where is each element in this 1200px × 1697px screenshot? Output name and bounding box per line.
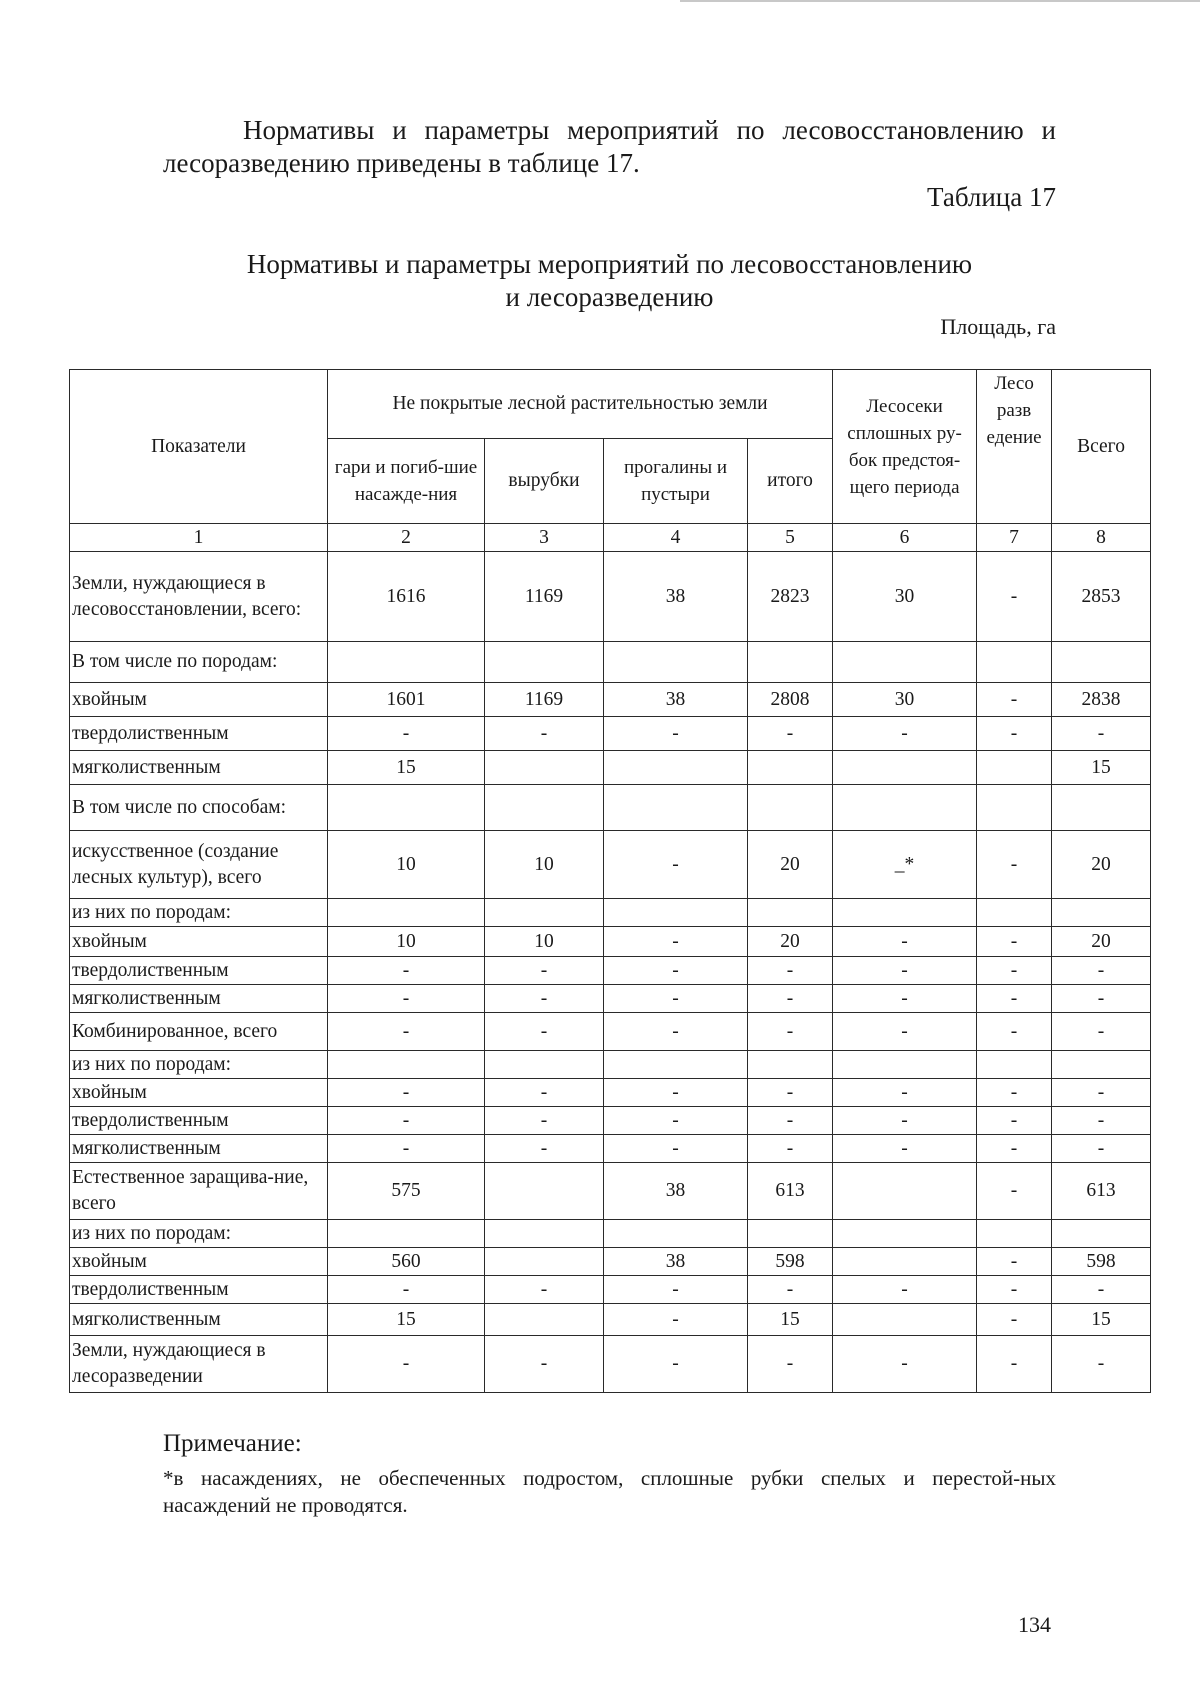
table-cell: 1169	[485, 552, 604, 642]
table-cell: -	[833, 717, 977, 751]
table-cell: 30	[833, 552, 977, 642]
row-label: Земли, нуждающиеся в лесовосстановлении, всего:	[70, 552, 328, 642]
table-cell: -	[328, 985, 485, 1013]
table-cell	[604, 899, 748, 927]
table-cell	[1052, 642, 1151, 683]
row-label: твердолиственным	[70, 1107, 328, 1135]
table-cell	[328, 1220, 485, 1248]
table-cell: -	[328, 1013, 485, 1051]
table-cell: -	[977, 831, 1052, 899]
note-text: *в насаждениях, не обеспеченных подростом, сплошные рубки спелых и перестой-ных насаждений не проводятся.	[163, 1466, 1056, 1517]
table-cell: -	[1052, 1107, 1151, 1135]
row-label: хвойным	[70, 1079, 328, 1107]
table-cell	[748, 1220, 833, 1248]
table-cell: -	[1052, 957, 1151, 985]
table-cell: -	[833, 957, 977, 985]
table-cell: -	[485, 1276, 604, 1304]
table-cell: -	[328, 717, 485, 751]
table-cell: -	[328, 1336, 485, 1393]
table-cell: -	[833, 1336, 977, 1393]
table-cell: -	[977, 552, 1052, 642]
table-cell	[833, 1248, 977, 1276]
table-cell: -	[485, 1013, 604, 1051]
table-cell: -	[485, 957, 604, 985]
table-cell: -	[1052, 717, 1151, 751]
table-cell	[833, 785, 977, 831]
table-cell: -	[604, 1107, 748, 1135]
table-cell: 15	[1052, 1304, 1151, 1336]
table-cell	[748, 751, 833, 785]
row-label: мягколиственным	[70, 1135, 328, 1163]
table-cell	[485, 751, 604, 785]
table-cell: -	[748, 1079, 833, 1107]
table-cell: -	[1052, 1079, 1151, 1107]
table-cell: -	[1052, 1013, 1151, 1051]
table-cell: -	[604, 985, 748, 1013]
table-title	[163, 248, 1056, 314]
column-number: 8	[1052, 524, 1151, 552]
table-cell: -	[485, 1135, 604, 1163]
row-label: В том числе по способам:	[70, 785, 328, 831]
table-cell: 560	[328, 1248, 485, 1276]
table-cell: 613	[748, 1163, 833, 1220]
table-cell: -	[1052, 1276, 1151, 1304]
table-cell: 1601	[328, 683, 485, 717]
table-cell	[1052, 1051, 1151, 1079]
table-cell: 15	[1052, 751, 1151, 785]
table-cell: 20	[748, 831, 833, 899]
table-cell: 2808	[748, 683, 833, 717]
row-label: мягколиственным	[70, 751, 328, 785]
table-row	[70, 552, 1151, 642]
note-title: Примечание:	[163, 1430, 302, 1457]
table-label: Таблица 17	[927, 182, 1056, 212]
table-cell: -	[977, 957, 1052, 985]
table-cell: 20	[1052, 831, 1151, 899]
table-cell: -	[328, 957, 485, 985]
table-cell: -	[328, 1135, 485, 1163]
table-cell	[328, 1051, 485, 1079]
table-cell	[748, 899, 833, 927]
table-cell	[977, 1051, 1052, 1079]
row-label: мягколиственным	[70, 985, 328, 1013]
row-label: Земли, нуждающиеся в лесоразведении	[70, 1336, 328, 1393]
table-cell	[485, 1051, 604, 1079]
table-cell	[328, 899, 485, 927]
column-number: 6	[833, 524, 977, 552]
table-cell	[977, 751, 1052, 785]
table-row	[70, 1079, 1151, 1107]
table-cell	[833, 1163, 977, 1220]
table-cell	[604, 785, 748, 831]
table-cell	[1052, 785, 1151, 831]
table-cell: -	[748, 1013, 833, 1051]
table-cell: -	[604, 1336, 748, 1393]
row-label: Естественное заращива-ние, всего	[70, 1163, 328, 1220]
table-cell: -	[328, 1107, 485, 1135]
units-label: Площадь, га	[940, 314, 1056, 339]
table-cell: 2838	[1052, 683, 1151, 717]
table-row	[70, 717, 1151, 751]
table-cell: -	[977, 1248, 1052, 1276]
header-burnt-areas: гари и погиб-шие насажде-ния	[328, 439, 485, 524]
table-cell	[604, 1051, 748, 1079]
table-cell	[833, 899, 977, 927]
table-cell: -	[977, 1135, 1052, 1163]
table-cell: -	[604, 1276, 748, 1304]
table-cell: 598	[1052, 1248, 1151, 1276]
table-cell: -	[748, 1107, 833, 1135]
table-cell: -	[977, 1107, 1052, 1135]
table-row	[70, 1336, 1151, 1393]
table-row	[70, 1163, 1151, 1220]
table-cell: -	[604, 927, 748, 957]
table-cell: 38	[604, 1163, 748, 1220]
table-cell: -	[604, 957, 748, 985]
table-cell: -	[833, 1276, 977, 1304]
table-cell	[977, 785, 1052, 831]
table-cell: 15	[748, 1304, 833, 1336]
table-cell: 38	[604, 1248, 748, 1276]
header-clearcuts: вырубки	[485, 439, 604, 524]
table-cell: -	[604, 1013, 748, 1051]
table-cell: 598	[748, 1248, 833, 1276]
column-number: 2	[328, 524, 485, 552]
table-cell: -	[485, 1107, 604, 1135]
table-cell: -	[485, 717, 604, 751]
table-cell	[748, 1051, 833, 1079]
table-cell	[977, 1220, 1052, 1248]
header-total: Всего	[1052, 370, 1151, 524]
table-cell: -	[977, 1079, 1052, 1107]
table-cell: -	[328, 1079, 485, 1107]
table-row	[70, 899, 1151, 927]
header-not-covered-lands: Не покрытые лесной растительностью земли	[328, 370, 833, 439]
table-cell: -	[977, 1276, 1052, 1304]
row-label: из них по породам:	[70, 1051, 328, 1079]
table-cell: -	[833, 985, 977, 1013]
row-label: хвойным	[70, 927, 328, 957]
row-label: В том числе по породам:	[70, 642, 328, 683]
table-cell: 10	[328, 927, 485, 957]
table-cell: -	[977, 1163, 1052, 1220]
column-number: 1	[70, 524, 328, 552]
table-cell: -	[833, 927, 977, 957]
table-cell: -	[748, 1276, 833, 1304]
table-cell: _*	[833, 831, 977, 899]
table-cell: -	[604, 831, 748, 899]
column-number-row	[70, 524, 1151, 552]
table-cell	[485, 1163, 604, 1220]
row-label: Комбинированное, всего	[70, 1013, 328, 1051]
table-cell: 38	[604, 552, 748, 642]
row-label: твердолиственным	[70, 717, 328, 751]
page-number: 134	[1018, 1612, 1051, 1637]
row-label: мягколиственным	[70, 1304, 328, 1336]
table-row	[70, 957, 1151, 985]
table-cell: -	[1052, 1135, 1151, 1163]
table-cell: -	[1052, 985, 1151, 1013]
table-cell: -	[833, 1079, 977, 1107]
table-row	[70, 1276, 1151, 1304]
table-cell: -	[977, 1336, 1052, 1393]
table-cell: 613	[1052, 1163, 1151, 1220]
row-label: из них по породам:	[70, 1220, 328, 1248]
table-cell	[748, 642, 833, 683]
header-logging-sites: Лесосеки сплошных ру-бок предстоя-щего периода	[833, 370, 977, 524]
table-row	[70, 1248, 1151, 1276]
table-cell	[833, 1051, 977, 1079]
table-cell	[485, 899, 604, 927]
table-title-line-1: Нормативы и параметры мероприятий по лесовосстановлению	[246, 249, 973, 279]
table-cell	[604, 1220, 748, 1248]
table-body	[70, 524, 1151, 1393]
table-cell	[977, 899, 1052, 927]
table-cell: -	[328, 1276, 485, 1304]
column-number: 3	[485, 524, 604, 552]
table-cell: -	[833, 1135, 977, 1163]
table-cell: 2853	[1052, 552, 1151, 642]
table-cell	[1052, 899, 1151, 927]
table-cell	[833, 751, 977, 785]
table-cell: -	[604, 1135, 748, 1163]
table-cell: -	[977, 985, 1052, 1013]
intro-paragraph: Нормативы и параметры мероприятий по лесовосстановлению и лесоразведению приведены в таблице 17.	[163, 115, 1056, 178]
table-cell	[833, 1220, 977, 1248]
table-cell	[485, 1304, 604, 1336]
column-number: 7	[977, 524, 1052, 552]
table-cell: 15	[328, 1304, 485, 1336]
page-top-edge-line	[680, 0, 1200, 2]
table-cell: 20	[748, 927, 833, 957]
table-cell: 15	[328, 751, 485, 785]
table-cell: 575	[328, 1163, 485, 1220]
table-cell: -	[977, 1013, 1052, 1051]
row-label: твердолиственным	[70, 957, 328, 985]
table-cell: -	[748, 717, 833, 751]
table-cell	[485, 785, 604, 831]
table-cell: -	[748, 1135, 833, 1163]
header-indicators: Показатели	[70, 370, 328, 524]
table-title-line-2: и лесоразведению	[505, 282, 714, 312]
table-cell: 10	[328, 831, 485, 899]
table-row	[70, 683, 1151, 717]
table-cell: -	[977, 717, 1052, 751]
table-row	[70, 751, 1151, 785]
table-cell: 1616	[328, 552, 485, 642]
table-row	[70, 785, 1151, 831]
row-label: твердолиственным	[70, 1276, 328, 1304]
table-cell: 10	[485, 927, 604, 957]
table-row	[70, 1135, 1151, 1163]
table-cell: -	[748, 1336, 833, 1393]
table-cell	[604, 751, 748, 785]
table-cell: 2823	[748, 552, 833, 642]
header-glades-wastelands: прогалины и пустыри	[604, 439, 748, 524]
table-row	[70, 1051, 1151, 1079]
table-row	[70, 1107, 1151, 1135]
table-cell	[833, 642, 977, 683]
table-row	[70, 642, 1151, 683]
table-row	[70, 985, 1151, 1013]
table-cell: 1169	[485, 683, 604, 717]
table-cell: -	[977, 927, 1052, 957]
table-cell	[604, 642, 748, 683]
table-row	[70, 831, 1151, 899]
table-row	[70, 1304, 1151, 1336]
table-cell: -	[833, 1107, 977, 1135]
row-label: искусственное (создание лесных культур), всего	[70, 831, 328, 899]
table-cell	[485, 1220, 604, 1248]
table-cell	[328, 785, 485, 831]
table-cell	[485, 642, 604, 683]
row-label: хвойным	[70, 1248, 328, 1276]
table-cell: -	[833, 1013, 977, 1051]
table-cell: -	[748, 985, 833, 1013]
header-afforestation: Лесо разв едение	[977, 370, 1052, 524]
table-cell: -	[604, 1079, 748, 1107]
table-row	[70, 927, 1151, 957]
table-cell: -	[604, 1304, 748, 1336]
table-row	[70, 1220, 1151, 1248]
table-cell: -	[1052, 1336, 1151, 1393]
table-cell: 30	[833, 683, 977, 717]
column-number: 4	[604, 524, 748, 552]
column-number: 5	[748, 524, 833, 552]
table-cell: -	[977, 683, 1052, 717]
row-label: хвойным	[70, 683, 328, 717]
table-cell: -	[977, 1304, 1052, 1336]
table-cell: -	[604, 717, 748, 751]
table-cell: 20	[1052, 927, 1151, 957]
forest-restoration-table	[69, 369, 1151, 1393]
table-cell: -	[748, 957, 833, 985]
table-cell: -	[485, 1336, 604, 1393]
table-cell	[748, 785, 833, 831]
table-cell	[977, 642, 1052, 683]
table-cell: -	[485, 1079, 604, 1107]
row-label: из них по породам:	[70, 899, 328, 927]
table-cell	[328, 642, 485, 683]
table-cell: 10	[485, 831, 604, 899]
header-subtotal: итого	[748, 439, 833, 524]
table-cell: -	[485, 985, 604, 1013]
table-cell	[833, 1304, 977, 1336]
table-cell	[1052, 1220, 1151, 1248]
table-cell: 38	[604, 683, 748, 717]
table-cell	[485, 1248, 604, 1276]
table-row	[70, 1013, 1151, 1051]
